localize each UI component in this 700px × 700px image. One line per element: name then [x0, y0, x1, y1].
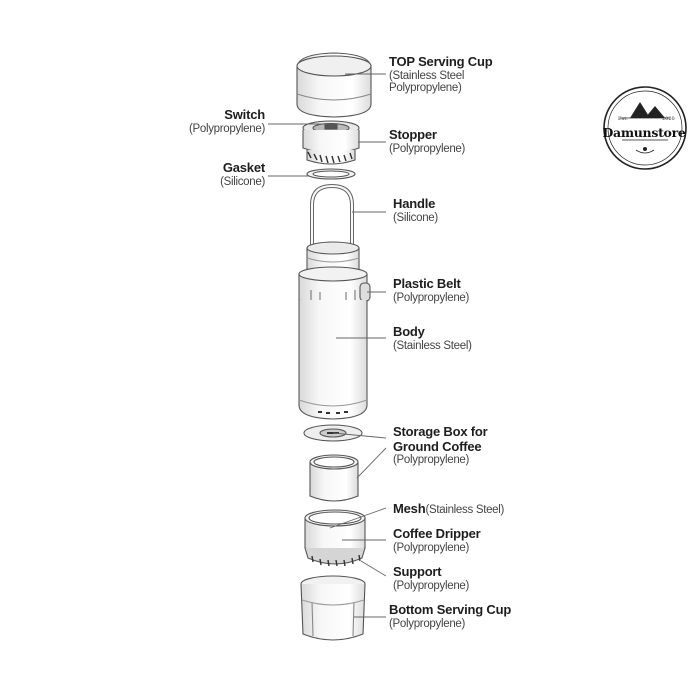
label-switch [150, 108, 265, 135]
stopper-shape [303, 121, 359, 164]
brand-name: Damunstore [602, 125, 686, 140]
mesh-name: Mesh [393, 501, 426, 516]
label-mesh [393, 500, 573, 518]
label-bottom-serving-cup [389, 603, 549, 630]
top-serving-cup-name: TOP Serving Cup [389, 54, 493, 69]
body-shape [299, 300, 367, 419]
mesh-material: (Stainless Steel) [425, 504, 505, 516]
switch-material: (Polypropylene) [188, 122, 265, 135]
handle-name: Handle [393, 196, 436, 211]
label-top-serving-cup [389, 55, 519, 95]
label-body [393, 325, 543, 352]
label-stopper [389, 128, 539, 155]
handle-material: (Silicone) [393, 211, 438, 224]
bottom-serving-cup-material: (Polypropylene) [389, 617, 466, 630]
label-coffee-dripper [393, 527, 543, 554]
coffee-dripper-material: (Polypropylene) [393, 541, 470, 554]
label-plastic-belt [393, 277, 543, 304]
storage-box-name: Storage Box for Ground Coffee [393, 424, 488, 454]
top-serving-cup-shape [297, 53, 371, 117]
storage-box-material: (Polypropylene) [393, 454, 470, 467]
label-support [393, 565, 543, 592]
plastic-belt-material: (Polypropylene) [393, 291, 470, 304]
brand-est-left: Est. [618, 116, 628, 122]
label-handle [393, 197, 543, 224]
body-material: (Stainless Steel) [393, 339, 472, 352]
gasket-shape [307, 169, 355, 179]
bottom-serving-cup-name: Bottom Serving Cup [389, 602, 512, 617]
support-material: (Polypropylene) [393, 579, 470, 592]
switch-name: Switch [224, 107, 265, 122]
body-name: Body [393, 324, 425, 339]
label-storage-box [393, 425, 503, 467]
gasket-name: Gasket [222, 160, 265, 175]
stopper-name: Stopper [389, 127, 437, 142]
plastic-belt-name: Plastic Belt [393, 276, 461, 291]
support-name: Support [393, 564, 442, 579]
coffee-dripper-name: Coffee Dripper [393, 526, 481, 541]
top-serving-cup-material: (Stainless Steel Polypropylene) [389, 69, 465, 95]
stopper-material: (Polypropylene) [389, 142, 466, 155]
bottom-serving-cup-shape [301, 576, 365, 640]
label-gasket [150, 161, 265, 188]
gasket-material: (Silicone) [220, 175, 265, 188]
brand-est-right: 2020 [662, 116, 675, 122]
storage-box-cup-shape [310, 455, 358, 501]
